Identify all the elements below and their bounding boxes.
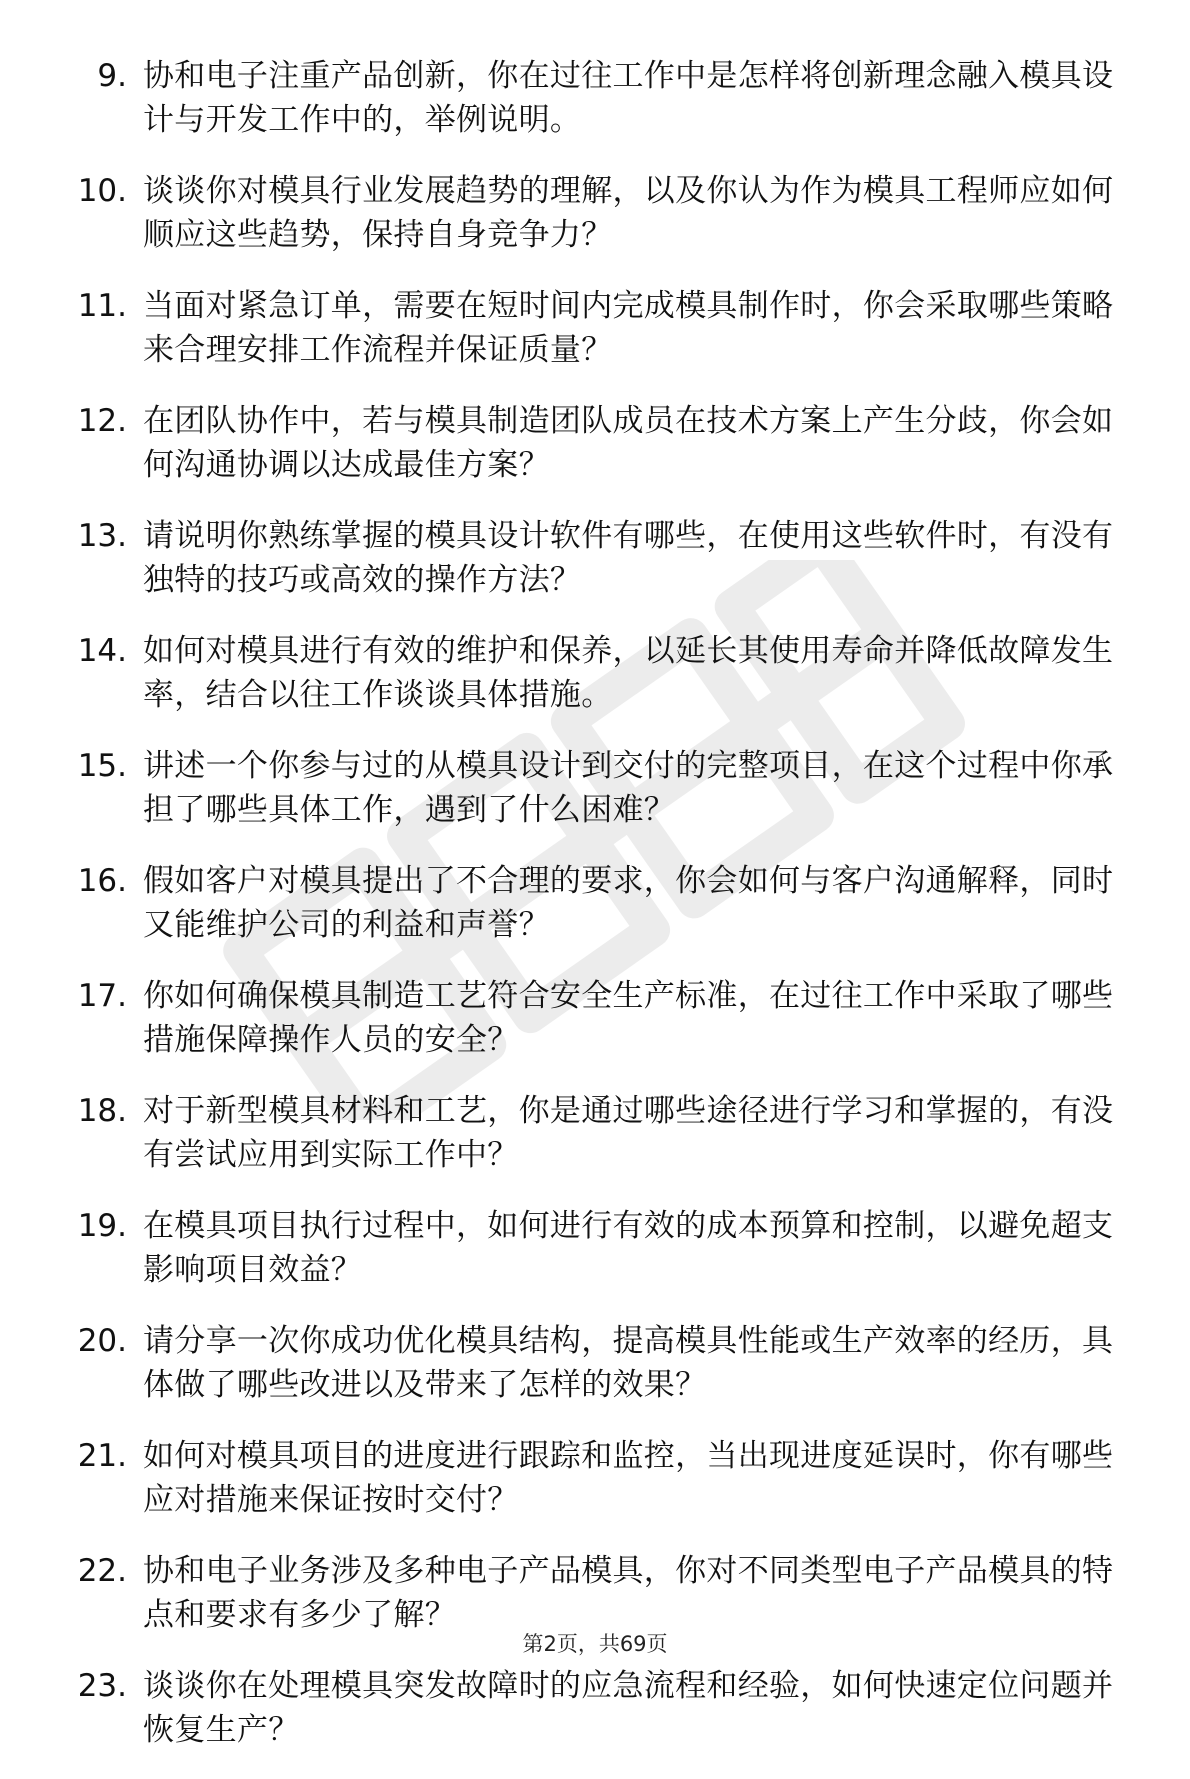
question-item xyxy=(56,744,1116,832)
question-text: 如何对模具项目的进度进行跟踪和监控，当出现进度延误时，你有哪些应对措施来保证按时交付？ xyxy=(143,1438,1114,1518)
question-text: 在团队协作中，若与模具制造团队成员在技术方案上产生分歧，你会如何沟通协调以达成最佳方案？ xyxy=(143,403,1114,483)
question-text: 如何对模具进行有效的维护和保养，以延长其使用寿命并降低故障发生率，结合以往工作谈谈具体措施。 xyxy=(143,633,1114,713)
question-item xyxy=(56,1204,1116,1292)
question-number: 18. xyxy=(77,1093,127,1129)
question-item xyxy=(56,1549,1116,1637)
question-item xyxy=(56,284,1116,372)
question-text: 在模具项目执行过程中，如何进行有效的成本预算和控制，以避免超支影响项目效益？ xyxy=(143,1208,1114,1288)
question-item xyxy=(56,1664,1116,1752)
question-item xyxy=(56,1434,1116,1522)
question-text: 谈谈你对模具行业发展趋势的理解，以及你认为作为模具工程师应如何顺应这些趋势，保持自身竞争力？ xyxy=(143,173,1114,253)
question-number: 17. xyxy=(77,978,127,1014)
question-item xyxy=(56,169,1116,257)
question-item xyxy=(56,1319,1116,1407)
question-list xyxy=(56,54,1116,1779)
question-number: 10. xyxy=(77,173,127,209)
question-item xyxy=(56,1089,1116,1177)
question-text: 协和电子注重产品创新，你在过往工作中是怎样将创新理念融入模具设计与开发工作中的，举例说明。 xyxy=(143,58,1114,138)
question-item xyxy=(56,514,1116,602)
question-item xyxy=(56,54,1116,142)
question-number: 12. xyxy=(77,403,127,439)
question-text: 谈谈你在处理模具突发故障时的应急流程和经验，如何快速定位问题并恢复生产？ xyxy=(143,1668,1114,1748)
question-text: 请分享一次你成功优化模具结构，提高模具性能或生产效率的经历，具体做了哪些改进以及带来了怎样的效果？ xyxy=(143,1323,1114,1403)
question-number: 13. xyxy=(77,518,127,554)
question-number: 21. xyxy=(77,1438,127,1474)
question-text: 你如何确保模具制造工艺符合安全生产标准，在过往工作中采取了哪些措施保障操作人员的安全？ xyxy=(143,978,1114,1058)
page-footer: 第2页，共69页 xyxy=(522,1632,668,1656)
question-number: 11. xyxy=(77,288,127,324)
question-text: 请说明你熟练掌握的模具设计软件有哪些，在使用这些软件时，有没有独特的技巧或高效的操作方法？ xyxy=(143,518,1114,598)
question-item xyxy=(56,859,1116,947)
question-number: 15. xyxy=(77,748,127,784)
question-number: 20. xyxy=(77,1323,127,1359)
question-text: 协和电子业务涉及多种电子产品模具，你对不同类型电子产品模具的特点和要求有多少了解？ xyxy=(143,1553,1114,1633)
question-number: 9. xyxy=(97,58,127,94)
question-text: 假如客户对模具提出了不合理的要求，你会如何与客户沟通解释，同时又能维护公司的利益和声誉？ xyxy=(143,863,1114,943)
question-text: 讲述一个你参与过的从模具设计到交付的完整项目，在这个过程中你承担了哪些具体工作，遇到了什么困难？ xyxy=(143,748,1114,828)
question-number: 16. xyxy=(77,863,127,899)
question-text: 当面对紧急订单，需要在短时间内完成模具制作时，你会采取哪些策略来合理安排工作流程并保证质量？ xyxy=(143,288,1114,368)
question-item xyxy=(56,629,1116,717)
question-number: 23. xyxy=(77,1668,127,1704)
question-text: 对于新型模具材料和工艺，你是通过哪些途径进行学习和掌握的，有没有尝试应用到实际工作中？ xyxy=(143,1093,1114,1173)
question-number: 14. xyxy=(77,633,127,669)
question-number: 22. xyxy=(77,1553,127,1589)
question-number: 19. xyxy=(77,1208,127,1244)
question-item xyxy=(56,399,1116,487)
question-item xyxy=(56,974,1116,1062)
